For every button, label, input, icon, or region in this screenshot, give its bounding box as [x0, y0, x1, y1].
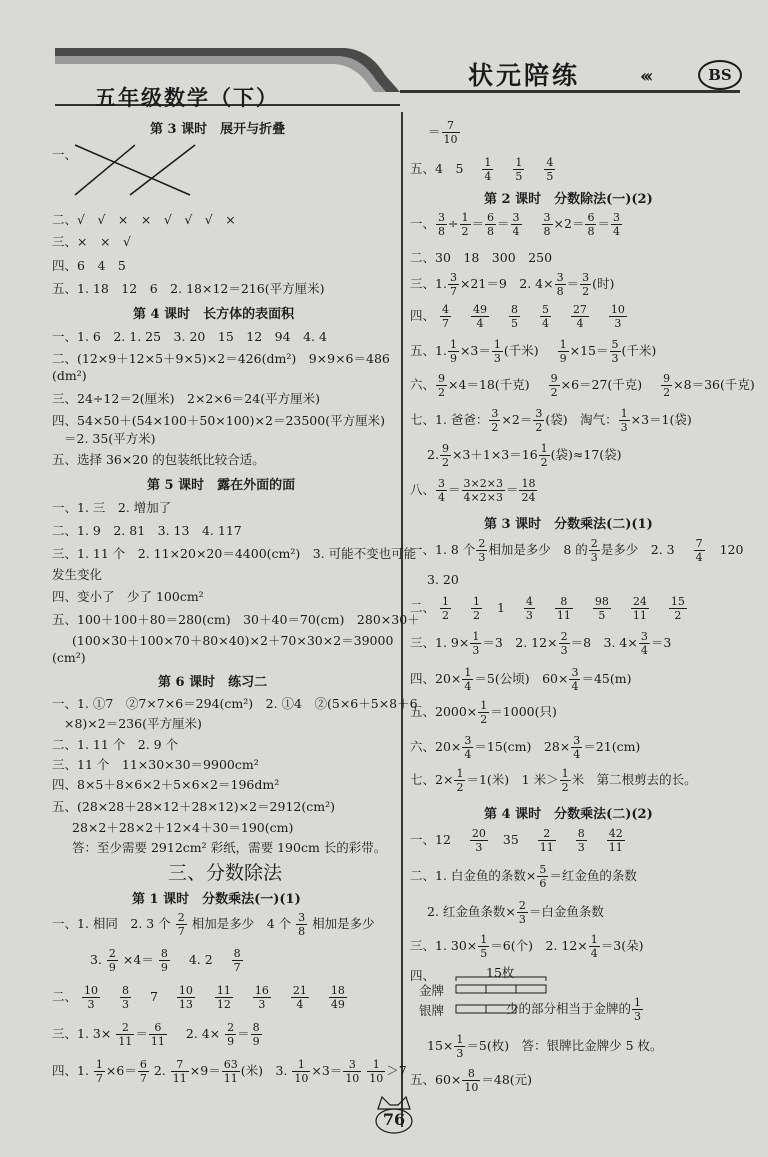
answer-line: 二、√ √ × × √ √ √ × — [52, 212, 236, 227]
lesson-title: 第 2 课时 分数除法(一)(2) — [484, 192, 653, 207]
answer-line: 三、1. 9× $\frac{1}{3}$ ＝3 2. 12× $\frac{2}{3}$ ＝8 3. 4× $\frac{3}{4}$ ＝3 — [410, 630, 672, 657]
chevron-icon: ‹‹‹ — [640, 66, 650, 87]
answer-line: 2. $\frac{9}{2}$ ×3＋1×3＝16 $\frac{1}{2}$ (袋)≈17(袋) — [427, 442, 622, 469]
answer-line: 四、1. $\frac{1}{7}$ ×6＝ $\frac{6}{7}$ 2. $\frac{7}{11}$ ×9＝ $\frac{63}{11}$ (米) 3. $\frac{1}{10}$ ×3＝ $\frac{3}{10}$ $\frac{1}{10}$ ＞7 — [52, 1058, 407, 1085]
answer-line: 四、8×5＋8×6×2＋5×6×2＝196dm² — [52, 777, 280, 792]
answer-line: 五、1. 18 12 6 2. 18×12＝216(平方厘米) — [52, 281, 325, 296]
answer-line: 四、 $\frac{4}{7}$ $\frac{49}{4}$ $\frac{8}{5}$ $\frac{5}{4}$ $\frac{27}{4}$ $\frac{10}{3}$ — [410, 303, 625, 330]
answer-line: 一、1. 6 2. 1. 25 3. 20 15 12 94 4. 4 — [52, 329, 327, 344]
answer-line: 三、24÷12＝2(厘米) 2×2×6＝24(平方厘米) — [52, 391, 320, 406]
answer-line: (cm²) — [52, 650, 86, 665]
answer-line: 三、1. 30× $\frac{1}{5}$ ＝6(个) 2. 12× $\frac{1}{4}$ ＝3(朵) — [410, 933, 644, 960]
answer-line: 2. 红金鱼条数× $\frac{2}{3}$ ＝白金鱼条数 — [427, 899, 604, 926]
answer-line: 3. $\frac{2}{9}$ ×4＝ $\frac{8}{9}$ 4. 2 $\frac{8}{7}$ — [90, 947, 241, 974]
answer-line: 五、1. $\frac{1}{9}$ ×3＝ $\frac{1}{3}$ (千米) $\frac{1}{9}$ ×15＝ $\frac{5}{3}$ (千米) — [410, 338, 657, 365]
answer-line: 三、1. $\frac{3}{7}$ ×21＝9 2. 4× $\frac{3}{8}$ ＝ $\frac{3}{2}$ (时) — [410, 271, 615, 298]
lesson-title: 第 3 课时 分数乘法(二)(1) — [484, 517, 653, 532]
answer-line: 一、1. 三 2. 增加了 — [52, 500, 172, 515]
lesson-title: 第 6 课时 练习二 — [158, 675, 268, 690]
answer-line: 二、(12×9＋12×5＋9×5)×2＝426(dm²) 9×9×6＝486 — [52, 351, 390, 366]
answer-line: 一、 $\frac{3}{8}$ ÷ $\frac{1}{2}$ ＝ $\frac{6}{8}$ ＝ $\frac{3}{4}$ $\frac{3}{8}$ ×2＝ $\frac{6}{8}$ ＝ $\frac{3}{4}$ — [410, 211, 620, 238]
answer-line: 五、4 5 $\frac{1}{4}$ $\frac{1}{5}$ $\frac{4}{5}$ — [410, 156, 554, 183]
silver-label: 银牌 — [419, 1003, 445, 1018]
answer-line: 三、11 个 11×30×30＝9900cm² — [52, 757, 259, 772]
answer-line: ＝2. 35(平方米) — [64, 431, 156, 446]
page-number-badge — [372, 1095, 416, 1135]
answer-line: 二、30 18 300 250 — [410, 250, 553, 265]
lesson-title: 第 4 课时 长方体的表面积 — [133, 307, 295, 322]
lesson-title: 第 5 课时 露在外面的面 — [147, 478, 296, 493]
answer-line: 八、 $\frac{3}{4}$ ＝ $\frac{3\times 2\times 3}{4\times 2\times 3}$ ＝ $\frac{18}{24}$ — [410, 477, 536, 504]
answer-line: 发生变化 — [52, 567, 103, 582]
grade-title: 五年级数学（下） — [95, 86, 279, 110]
answer-line: 二、 $\frac{1}{2}$ $\frac{1}{2}$ 1 $\frac{4}{3}$ $\frac{8}{11}$ $\frac{98}{5}$ $\frac{24}{11}$ $\frac{15}{2}$ — [410, 595, 685, 622]
page-number: 76 — [382, 1110, 406, 1129]
answer-line: 七、2× $\frac{1}{2}$ ＝1(米) 1 米＞ $\frac{1}{2}$ 米 第二根剪去的长。 — [410, 767, 697, 794]
answer-line: 三、1. 3× $\frac{2}{11}$ ＝ $\frac{6}{11}$ 2. 4× $\frac{2}{9}$ ＝ $\frac{8}{9}$ — [52, 1021, 260, 1048]
answer-line: 二、1. 11 个 2. 9 个 — [52, 737, 179, 752]
answer-line: 四、 — [410, 968, 436, 983]
answer-line: ×8)×2＝236(平方厘米) — [64, 716, 202, 731]
answer-line: 五、2000× $\frac{1}{2}$ ＝1000(只) — [410, 699, 557, 726]
answer-line: 四、6 4 5 — [52, 258, 126, 273]
lesson-title: 第 1 课时 分数乘法(一)(1) — [132, 892, 301, 907]
answer-line: 15× $\frac{1}{3}$ ＝5(枚) 答：银牌比金牌少 5 枚。 — [427, 1033, 663, 1060]
answer-line: 五、(28×28＋28×12＋28×12)×2＝2912(cm²) — [52, 799, 335, 814]
answer-line: 答：至少需要 2912cm² 彩纸，需要 190cm 长的彩带。 — [72, 840, 387, 855]
lesson-title: 第 3 课时 展开与折叠 — [150, 122, 286, 137]
answer-line: 五、100＋100＋80＝280(cm) 30＋40＝70(cm) 280×30＋ — [52, 612, 420, 627]
answer-line: 四、20× $\frac{1}{4}$ ＝5(公顷) 60× $\frac{3}{4}$ ＝45(m) — [410, 666, 632, 693]
bs-badge: BS — [698, 60, 742, 90]
answer-line: 28×2＋28×2＋12×4＋30＝190(cm) — [72, 820, 294, 835]
answer-line: 五、60× $\frac{8}{10}$ ＝48(元) — [410, 1067, 533, 1094]
answer-line: 六、 $\frac{9}{2}$ ×4＝18(千克) $\frac{9}{2}$ ×6＝27(千克) $\frac{9}{2}$ ×8＝36(千克) — [410, 372, 755, 399]
answer-line: 一、1. 相同 2. 3 个 $\frac{2}{7}$ 相加是多少 4 个 $\frac{3}{8}$ 相加是多少 — [52, 911, 375, 938]
count-label: 15枚 — [486, 965, 515, 980]
answer-line: 二、1. 白金鱼的条数× $\frac{5}{6}$ ＝红金鱼的条数 — [410, 863, 637, 890]
page-header — [0, 0, 768, 110]
answer-line: 三、1. 11 个 2. 11×20×20＝4400(cm²) 3. 可能不变也可能 — [52, 546, 417, 561]
answer-line: 一、1. 8 个 $\frac{2}{3}$ 相加是多少 8 的 $\frac{2}{3}$ 是多少 2. 3 $\frac{7}{4}$ 120 — [410, 537, 744, 564]
lesson-title: 第 4 课时 分数乘法(二)(2) — [484, 807, 653, 822]
answer-line: 六、20× $\frac{3}{4}$ ＝15(cm) 28× $\frac{3}{4}$ ＝21(cm) — [410, 734, 641, 761]
answer-line: 一、12 $\frac{20}{3}$ 35 $\frac{2}{11}$ $\frac{8}{3}$ $\frac{42}{11}$ — [410, 827, 623, 854]
answer-line: 三、× × √ — [52, 234, 131, 249]
answer-line: (dm²) — [52, 368, 87, 383]
unit-title: 三、分数除法 — [168, 862, 283, 884]
answer-line: 七、1. 爸爸： $\frac{3}{2}$ ×2＝ $\frac{3}{2}$ (袋) 淘气： $\frac{1}{3}$ ×3＝1(袋) — [410, 407, 692, 434]
answer-line: 四、54×50＋(54×100＋50×100)×2＝23500(平方厘米) — [52, 413, 385, 428]
answer-line: 二、1. 9 2. 81 3. 13 4. 117 — [52, 523, 242, 538]
answer-line: (100×30＋100×70＋80×40)×2＋70×30×2＝39000 — [72, 633, 394, 648]
answer-line: 一、 — [52, 147, 78, 162]
answer-line: 二、 $\frac{10}{3}$ $\frac{8}{3}$ 7 $\frac{10}{13}$ $\frac{11}{12}$ $\frac{16}{3}$ $\frac{21}{4}$ $\frac{18}{49}$ — [52, 984, 345, 1011]
answer-line: 一、1. ①7 ②7×7×6＝294(cm²) 2. ①4 ②(5×6＋5×8＋6 — [52, 696, 418, 711]
answer-line: 四、变小了 少了 100cm² — [52, 589, 204, 604]
answer-line: 3. 20 — [427, 572, 459, 587]
matching-lines-diagram — [70, 140, 210, 200]
less-part-label: 少的部分相当于金牌的 $\frac{1}{3}$ — [506, 996, 642, 1023]
answer-line: 五、选择 36×20 的包装纸比较合适。 — [52, 452, 265, 467]
answer-line: ＝ $\frac{7}{10}$ — [428, 119, 458, 146]
gold-label: 金牌 — [419, 983, 445, 998]
brand-title: 状元陪练 — [468, 61, 581, 90]
